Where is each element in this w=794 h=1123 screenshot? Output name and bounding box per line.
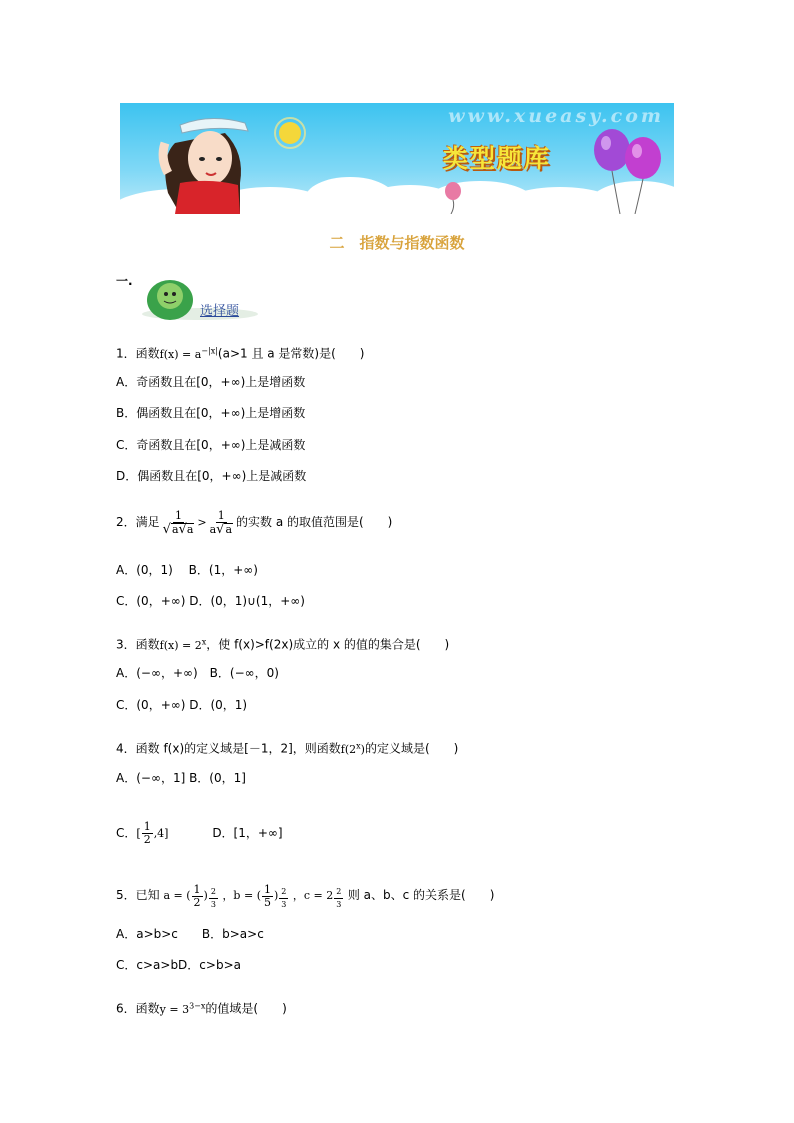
q5-b-den: 5 <box>263 895 271 909</box>
q2-gt: > <box>197 516 207 529</box>
question-4 <box>116 738 458 758</box>
q1-number: 1． <box>116 346 136 361</box>
q4-option-c-den: 2 <box>143 833 151 846</box>
q4-post: 的定义域是( ) <box>364 741 459 756</box>
question-2 <box>116 502 392 543</box>
q4-formula <box>341 743 365 756</box>
q1-option-d: D．偶函数且在[0，+∞)上是减函数 <box>116 469 307 483</box>
q4-option-c-num: 1 <box>143 820 151 833</box>
q6-exponent: 3−x <box>189 1001 206 1010</box>
q1-pre: 函数 <box>135 346 160 361</box>
sun-icon <box>279 122 301 144</box>
q4-options-ab: A．(−∞，1] B．(0，1] <box>116 771 246 785</box>
q2-number: 2． <box>116 515 136 529</box>
q6-pre: 函数 <box>135 1001 160 1016</box>
question-5 <box>116 872 494 919</box>
q5-c-exponent: $\frac{2}{3}$ <box>336 887 342 910</box>
q4-options-cd <box>116 815 283 852</box>
q5-options-cd: C．c>a>bD．c>b>a <box>116 958 241 972</box>
q4-number: 4． <box>116 741 136 756</box>
q5-a-den: 2 <box>193 895 201 909</box>
q2-lhs-fraction: $\frac{1}{√a√a}$ <box>162 508 194 537</box>
q2-pre: 满足 <box>135 515 160 529</box>
q6-number: 6． <box>116 1001 136 1016</box>
q2-lhs-den-inner: a <box>186 522 194 536</box>
q5-b-label: ，b = ( <box>222 889 261 902</box>
q4-option-d: D．[1，+∞] <box>212 826 283 840</box>
q5-a-exponent: $\frac{2}{3}$ <box>210 887 216 910</box>
q2-rhs-den-a: a <box>209 522 217 536</box>
q5-b-close: ) <box>273 889 279 902</box>
question-3 <box>116 634 449 654</box>
q3-pre: 函数 <box>135 637 160 652</box>
q3-formula <box>160 639 207 652</box>
q4-option-c-prefix: C． <box>116 826 137 840</box>
q1-option-b: B．偶函数且在[0，+∞)上是增函数 <box>116 406 306 420</box>
q6-post: 的值域是( ) <box>205 1001 287 1016</box>
q4-option-c-fraction <box>142 821 153 846</box>
q6-fx: y = 3 <box>159 1002 190 1016</box>
q3-post: ，使 f(x)>f(2x)成立的 x 的值的集合是( ) <box>206 637 450 652</box>
q3-exponent: x <box>201 637 207 646</box>
q5-a-label: a = ( <box>163 889 191 902</box>
question-1 <box>116 343 364 363</box>
question-6 <box>116 998 287 1018</box>
q2-rhs-den-inner: a <box>225 522 233 536</box>
q3-options-cd: C．(0，+∞) D．(0，1) <box>116 698 248 712</box>
girl-figure <box>163 118 248 214</box>
section-title: 二 指数与指数函数 <box>329 234 465 252</box>
q4-pre: 函数 f(x)的定义域是[－1，2]，则函数 <box>135 741 341 756</box>
q3-fx: f(x) = 2 <box>159 638 202 652</box>
q5-a-close: ) <box>203 889 208 902</box>
q1-option-a: A．奇函数且在[0，+∞)上是增函数 <box>116 375 306 389</box>
q4-exponent: x <box>356 741 361 750</box>
banner-url-watermark: www.xueasy.com <box>448 105 664 127</box>
q5-b-exponent: $\frac{2}{3}$ <box>281 887 287 910</box>
q1-fx: f(x) = a <box>159 347 202 361</box>
q5-c-label: ，c = 2 <box>292 889 334 902</box>
q5-b-num: 1 <box>263 882 271 896</box>
q2-options-cd: C．(0，+∞) D．(0，1)∪(1，+∞) <box>116 594 305 608</box>
section-number: 一. <box>116 274 133 288</box>
q5-pre: 已知 <box>135 888 160 902</box>
q5-a-num: 1 <box>193 882 201 896</box>
q1-formula <box>160 348 218 361</box>
q3-options-ab: A．(−∞，+∞) B．(−∞，0) <box>116 666 279 680</box>
choice-section-label: 选择题 <box>200 304 240 319</box>
q2-post: 的实数 a 的取值范围是( ) <box>236 515 393 529</box>
q2-rhs-num: 1 <box>217 508 225 522</box>
q2-lhs-num: 1 <box>175 508 183 522</box>
q2-lhs-den-a: a <box>171 522 179 536</box>
q2-options-ab: A．(0，1) B．(1，+∞) <box>116 563 258 577</box>
q4-fx: f(2 <box>340 742 357 756</box>
q5-post: 则 a、b、c 的关系是( ) <box>347 888 495 902</box>
q4-option-c-bracket: [ <box>136 827 141 840</box>
q3-number: 3． <box>116 637 136 652</box>
q4-fx-close: ) <box>360 742 365 756</box>
mascot-icon <box>164 292 168 296</box>
q1-post: (a>1 且 a 是常数)是( ) <box>217 346 365 361</box>
q1-option-c: C．奇函数且在[0，+∞)上是减函数 <box>116 438 306 452</box>
q5-number: 5． <box>116 888 136 902</box>
banner-title: 类型题库 <box>443 144 552 173</box>
q5-formula <box>163 882 347 910</box>
q6-formula <box>160 1003 206 1016</box>
q5-options-ab: A．a>b>c B．b>a>c <box>116 927 264 941</box>
header-banner <box>120 103 674 214</box>
q2-rhs-fraction: $\frac{1}{a√a}$ <box>209 508 233 537</box>
q4-option-c-tail: ,4] <box>153 827 169 840</box>
q1-exponent: −|x| <box>201 346 218 355</box>
